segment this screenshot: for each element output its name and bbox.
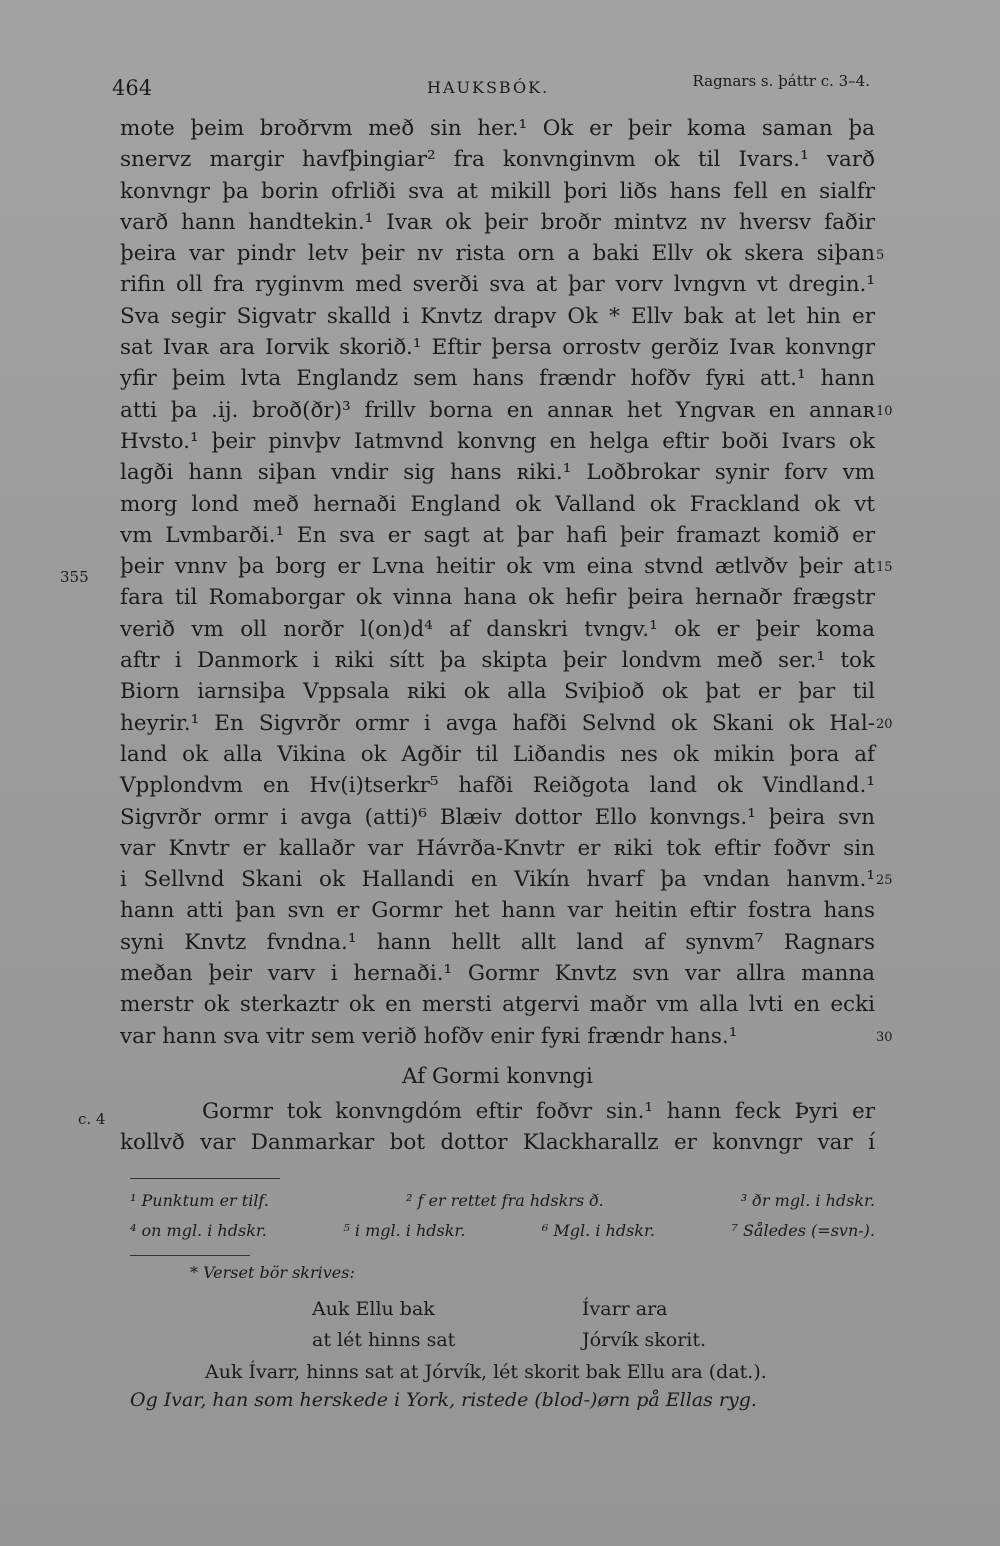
line-number-20: 20 [876,717,893,732]
prose-translation: Auk Ívarr, hinns sat at Jórvík, lét skorit bak Ellu ara (dat.). [205,1361,767,1383]
verse-line: Auk Ellu bak [312,1298,435,1320]
footnote-row [130,1186,875,1216]
page-header [112,70,870,110]
section-reference: Ragnars s. þáttr c. 3–4. [692,72,870,90]
text-line: heyrir.¹ En Sigvrðr ormr i avga hafði Selvnd ok Skani ok Hal- [120,710,875,736]
text-line: land ok alla Vikina ok Agðir til Liðandis nes ok mikin þora af [120,741,875,767]
verse-line: at lét hinns sat [312,1329,456,1351]
chapter-line: kollvð var Danmarkar bot dottor Klackharallz er konvngr var í [120,1130,875,1156]
text-line: i Sellvnd Skani ok Hallandi en Vikín hvarf þa vndan hanvm.¹ [120,867,875,893]
text-line: morg lond með hernaði England ok Valland ok Frackland ok vt [120,491,875,517]
text-line: mote þeim broðrvm með sin her.¹ Ok er þeir koma saman þa [120,116,875,141]
text-line: var Knvtr er kallaðr var Hávrða-Knvtr er ʀiki tok eftir foðvr sin [120,835,875,861]
line-number-10: 10 [876,404,893,419]
chapter-line: Gormr tok konvngdóm eftir foðvr sin.¹ hann feck Þyri er [202,1099,875,1124]
text-line: sat Ivaʀ ara Iorvik skorið.¹ Eftir þersa orrostv gerðiz Ivaʀ konvngr [120,335,875,361]
footnote-rule [130,1178,280,1179]
text-line: fara til Romaborgar ok vinna hana ok hefir þeira hernaðr frægstr [120,585,875,611]
text-line: Biorn iarnsiþa Vppsala ʀiki ok alla Sviþioð ok þat er þar til [120,679,875,705]
footnote: ⁴ on mgl. i hdskr. [130,1221,267,1240]
text-line: syni Knvtz fvndna.¹ hann hellt allt land af synvm⁷ Ragnars [120,929,875,955]
text-line: hann atti þan svn er Gormr het hann var heitin eftir fostra hans [120,898,875,924]
verse-column-right [582,1294,706,1356]
footnote: ⁷ Således (=svn-). [731,1221,875,1240]
footnote: ² f er rettet fra hdskrs ð. [405,1191,604,1210]
text-line: var hann sva vitr sem verið hofðv enir fyʀi frændr hans.¹ [120,1023,738,1049]
footnote: ¹ Punktum er tilf. [130,1191,269,1210]
text-line: vm Lvmbarði.¹ En sva er sagt at þar hafi þeir framazt komið er [120,522,875,548]
chapter-text [120,1096,875,1159]
text-line: verið vm oll norðr l(on)d⁴ af danskri tvngv.¹ ok er þeir koma [120,616,875,642]
line-number-15: 15 [876,560,893,575]
chapter-heading: Af Gormi konvngi [402,1064,593,1089]
verse-note-rule [130,1255,250,1256]
text-line: lagði hann siþan vndir sig hans ʀiki.¹ Loðbrokar synir forv vm [120,460,875,486]
verse-line: Ívarr ara [582,1298,668,1320]
danish-translation: Og Ivar, han som herskede i York, ristede (blod-)ørn på Ellas ryg. [130,1389,757,1411]
text-line: yfir þeim lvta Englandz sem hans frændr hofðv fyʀi att.¹ hann [120,366,875,392]
footnote: ⁵ i mgl. i hdskr. [343,1221,466,1240]
verse-line: Jórvík skorit. [582,1329,707,1351]
verse-note: * Verset bör skrives: [190,1263,355,1282]
line-number-5: 5 [876,248,885,263]
text-line: merstr ok sterkaztr ok en mersti atgervi maðr vm alla lvti en ecki [120,992,875,1018]
verse-column-left [312,1294,455,1356]
running-head: HAUKSBÓK. [427,78,550,97]
footnote: ³ ðr mgl. i hdskr. [740,1191,875,1210]
main-text-block [120,113,875,1052]
text-line: rifin oll fra ryginvm med sverði sva at þar vorv lvngvn vt dregin.¹ [120,272,875,298]
text-line: aftr i Danmork i ʀiki sítt þa skipta þeir londvm með ser.¹ tok [120,648,875,674]
text-line: Sigvrðr ormr i avga (atti)⁶ Blæiv dottor Ello konvngs.¹ þeira svn [120,804,875,830]
footnotes [130,1186,875,1246]
text-line: Vpplondvm en Hv(i)tserkr⁵ hafði Reiðgota land ok Vindland.¹ [120,773,875,799]
page-number: 464 [112,76,153,100]
line-number-30: 30 [876,1030,893,1045]
text-line: konvngr þa borin ofrliði sva at mikill þori liðs hans fell en sialfr [120,178,875,204]
line-number-25: 25 [876,873,893,888]
text-line: atti þa .ij. broð(ðr)³ frillv borna en annaʀ het Yngvaʀ en annaʀ [120,397,875,423]
chapter-marker: c. 4 [78,1110,106,1128]
text-line: snervz margir havfþingiar² fra konvnginvm ok til Ivars.¹ varð [120,147,875,173]
text-line: Hvsto.¹ þeir pinvþv Iatmvnd konvng en helga eftir boði Ivars ok [120,428,875,454]
footnote: ⁶ Mgl. i hdskr. [541,1221,655,1240]
margin-reference-355: 355 [60,568,89,586]
text-line: meðan þeir varv i hernaði.¹ Gormr Knvtz svn var allra manna [120,961,875,987]
text-line: Sva segir Sigvatr skalld i Knvtz drapv Ok * Ellv bak at let hin er [120,303,875,329]
text-line: þeira var pindr letv þeir nv rista orn a baki Ellv ok skera siþan [120,241,875,267]
footnote-row [130,1216,875,1246]
text-line: þeir vnnv þa borg er Lvna heitir ok vm eina stvnd ætlvðv þeir at [120,554,875,580]
text-line: varð hann handtekin.¹ Ivaʀ ok þeir broðr mintvz nv hversv faðir [120,209,875,235]
